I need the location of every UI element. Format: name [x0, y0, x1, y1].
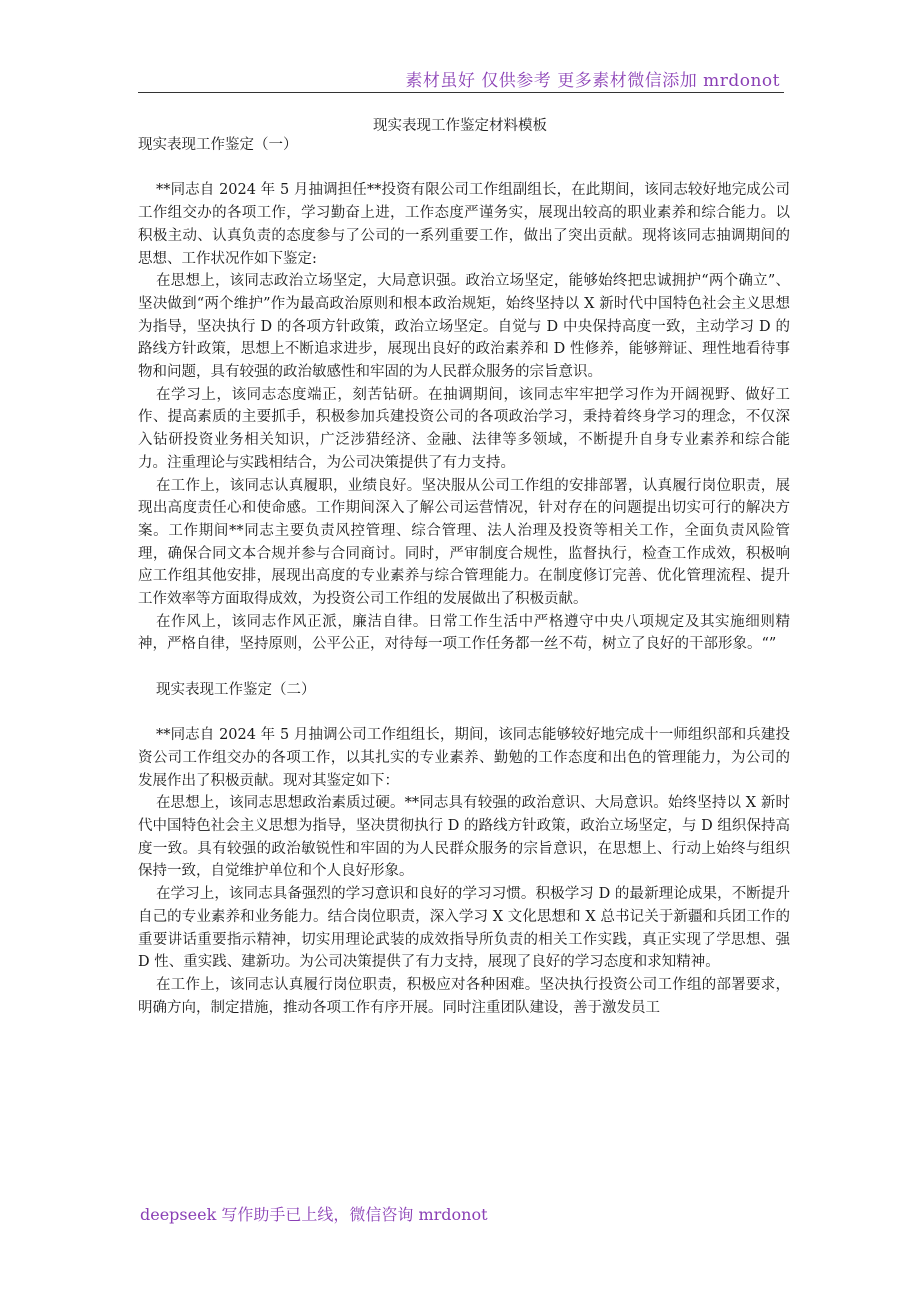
section-1-paragraph: 在工作上，该同志认真履职，业绩良好。坚决服从公司工作组的安排部署，认真履行岗位职责，展现出高度责任心和使命感。工作期间深入了解公司运营情况，针对存在的问题提出切实可行的解决方案。工作期间**同志主要负责风控管理、综合管理、法人治理及投资等相关工作，全面负责风险管理，确保合同文本合规并参与合同商讨。同时，严审制度合规性，监督执行，检查工作成效，积极响应工作组其他安排，展现出高度的专业素养与综合管理能力。在制度修订完善、优化管理流程、提升工作效率等方面取得成效，为投资公司工作组的发展做出了积极贡献。	[138, 477, 790, 608]
document-body	[138, 134, 790, 1019]
footer-banner: deepseek 写作助手已上线，微信咨询 mrdonot	[140, 1205, 488, 1224]
section-2-heading: 现实表现工作鉴定（二）	[156, 681, 316, 698]
section-1-heading: 现实表现工作鉴定（一）	[138, 137, 298, 153]
section-2-paragraph: 在学习上，该同志具备强烈的学习意识和良好的学习习惯。积极学习 D 的最新理论成果，不断提升自己的专业素养和业务能力。结合岗位职责，深入学习 X 文化思想和 X 总书记关于新疆和兵团工作的重要讲话重要指示精神，切实用理论武装的成效指导所负责的相关工作实践，真正实现了学思想、强 D 性、重实践、建新功。为公司决策提供了有力支持，展现了良好的学习态度和求知精神。	[138, 886, 790, 971]
header-divider	[138, 92, 784, 93]
section-1-paragraph: 在学习上，该同志态度端正，刻苦钻研。在抽调期间，该同志牢牢把学习作为开阔视野、做好工作、提高素质的主要抓手，积极参加兵建投资公司的各项政治学习，秉持着终身学习的理念，不仅深入钻研投资业务相关知识，广泛涉猎经济、金融、法律等多领域，不断提升自身专业素养和综合能力。注重理论与实践相结合，为公司决策提供了有力支持。	[138, 386, 790, 471]
document-title: 现实表现工作鉴定材料模板	[373, 118, 547, 134]
section-2-paragraph: 在工作上，该同志认真履行岗位职责，积极应对各种困难。坚决执行投资公司工作组的部署要求，明确方向，制定措施，推动各项工作有序开展。同时注重团队建设，善于激发员工	[138, 976, 790, 1016]
header-banner: 素材虽好 仅供参考 更多素材微信添加 mrdonot	[405, 71, 780, 91]
section-2-paragraph: 在思想上，该同志思想政治素质过硬。**同志具有较强的政治意识、大局意识。始终坚持以 X 新时代中国特色社会主义思想为指导，坚决贯彻执行 D 的路线方针政策，政治立场坚定，与 D 组织保持高度一致。具有较强的政治敏锐性和牢固的为人民群众服务的宗旨意识，在思想上、行动上始终与组织保持一致，自觉维护单位和个人良好形象。	[138, 795, 790, 880]
section-2-paragraph: **同志自 2024 年 5 月抽调公司工作组组长，期间，该同志能够较好地完成十一师组织部和兵建投资公司工作组交办的各项工作，以其扎实的专业素养、勤勉的工作态度和出色的管理能力，为公司的发展作出了积极贡献。现对其鉴定如下：	[138, 727, 790, 789]
section-1-paragraph: 在作风上，该同志作风正派，廉洁自律。日常工作生活中严格遵守中央八项规定及其实施细则精神，严格自律，坚持原则，公平公正，对待每一项工作任务都一丝不苟，树立了良好的干部形象。“”	[138, 613, 790, 653]
section-1-paragraph: 在思想上，该同志政治立场坚定，大局意识强。政治立场坚定，能够始终把忠诚拥护“两个确立”、坚决做到“两个维护”作为最高政治原则和根本政治规矩，始终坚持以 X 新时代中国特色社会主义思想为指导，坚决执行 D 的各项方针政策，政治立场坚定。自觉与 D 中央保持高度一致，主动学习 D 的路线方针政策，思想上不断追求进步，展现出良好的政治素养和 D 性修养，能够辩证、理性地看待事物和问题，具有较强的政治敏感性和牢固的为人民群众服务的宗旨意识。	[138, 273, 790, 381]
section-1-paragraph: **同志自 2024 年 5 月抽调担任**投资有限公司工作组副组长，在此期间，该同志较好地完成公司工作组交办的各项工作，学习勤奋上进，工作态度严谨务实，展现出较高的职业素养和综合能力。以积极主动、认真负责的态度参与了公司的一系列重要工作，做出了突出贡献。现将该同志抽调期间的思想、工作状况作如下鉴定:	[138, 182, 790, 267]
